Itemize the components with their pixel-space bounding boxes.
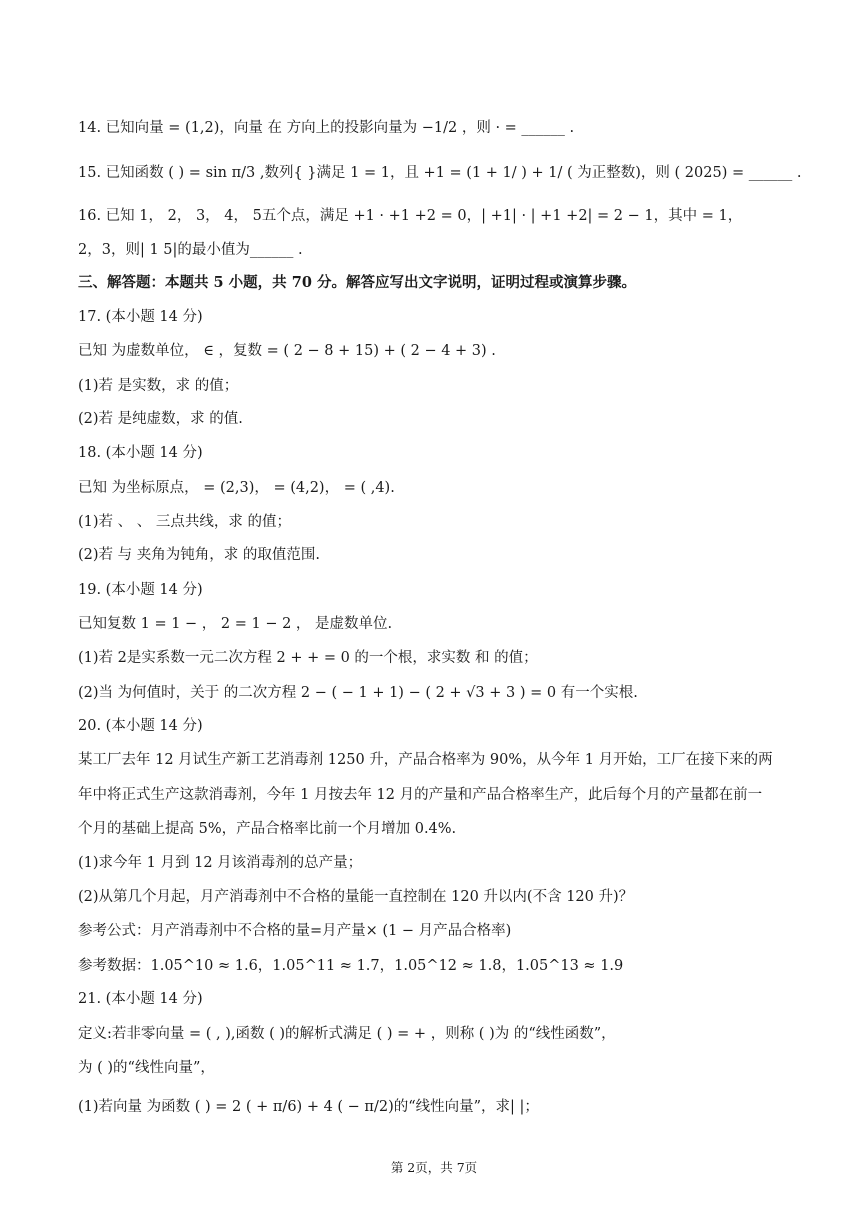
reference-data: 参考数据：1.05^10 ≈ 1.6，1.05^11 ≈ 1.7，1.05^12 ≈ 1.8，1.05^13 ≈ 1.9 [78,958,624,974]
problem-19-title: 19. (本小题 14 分) [78,582,203,598]
problem-19-part-1: (1)若 2是实系数一元二次方程 2 + + = 0 的一个根，求实数 和 的值； [78,650,538,666]
problem-21-definition-line-2: 为 ( )的“线性向量”， [78,1060,215,1076]
problem-16-line-1: 16. 已知 1， 2， 3， 4， 5五个点，满足 +1 · +1 +2 = 0，| +1| · | +1 +2| = 2 − 1，其中 = 1， [78,208,743,224]
problem-19-part-2: (2)当 为何值时，关于 的二次方程 2 − ( − 1 + 1) − ( 2 + √3 + 3 ) = 0 有一个实根. [78,685,638,701]
problem-17-title: 17. (本小题 14 分) [78,309,203,325]
problem-21-definition-line-1: 定义:若非零向量 = ( , ),函数 ( )的解析式满足 ( ) = + ，则称 ( )为 的“线性函数”， [78,1026,616,1042]
problem-20-part-1: (1)求今年 1 月到 12 月该消毒剂的总产量； [78,855,363,871]
problem-20-stem-line-3: 个月的基础上提高 5%，产品合格率比前一个月增加 0.4%. [78,821,457,837]
problem-17-part-2: (2)若 是纯虚数，求 的值. [78,411,243,427]
problem-17-stem: 已知 为虚数单位， ∈ ，复数 = ( 2 − 8 + 15) + ( 2 − 4 + 3) . [78,343,496,359]
problem-20-stem-line-2: 年中将正式生产这款消毒剂，今年 1 月按去年 12 月的产量和产品合格率生产，此后每个月的产量都在前一 [78,787,763,803]
problem-21-title: 21. (本小题 14 分) [78,991,203,1007]
problem-18-part-2: (2)若 与 夹角为钝角，求 的取值范围. [78,547,320,563]
problem-21-part-1: (1)若向量 为函数 ( ) = 2 ( + π/6) + 4 ( − π/2)的“线性向量”，求| |； [78,1099,539,1115]
problem-16-line-2: 2，3，则| 1 5|的最小值为______ . [78,242,303,258]
problem-18-title: 18. (本小题 14 分) [78,445,203,461]
problem-18-part-1: (1)若 、 、 三点共线，求 的值； [78,514,291,530]
problem-20-stem-line-1: 某工厂去年 12 月试生产新工艺消毒剂 1250 升，产品合格率为 90%，从今年 1 月开始，工厂在接下来的两 [78,752,773,768]
problem-18-stem: 已知 为坐标原点， = (2,3)， = (4,2)， = ( ,4). [78,480,395,496]
page-footer: 第 2页，共 7页 [390,1160,478,1175]
problem-14: 14. 已知向量 = (1,2)，向量 在 方向上的投影向量为 −1/2 ，则 · = ______ . [78,120,575,136]
problem-15: 15. 已知函数 ( ) = sin π/3 ,数列{ }满足 1 = 1，且 +1 = (1 + 1/ ) + 1/ ( 为正整数)，则 ( 2025) = ______ . [78,165,802,181]
problem-20-title: 20. (本小题 14 分) [78,718,203,734]
problem-19-stem: 已知复数 1 = 1 − ， 2 = 1 − 2 ， 是虚数单位. [78,616,393,632]
problem-20-part-2: (2)从第几个月起，月产消毒剂中不合格的量能一直控制在 120 升以内(不含 120 升)？ [78,889,634,905]
problem-17-part-1: (1)若 是实数，求 的值； [78,378,239,394]
section-heading: 三、解答题：本题共 5 小题，共 70 分。解答应写出文字说明，证明过程或演算步骤。 [78,274,636,291]
reference-formula: 参考公式：月产消毒剂中不合格的量=月产量× (1 − 月产品合格率) [78,923,512,939]
